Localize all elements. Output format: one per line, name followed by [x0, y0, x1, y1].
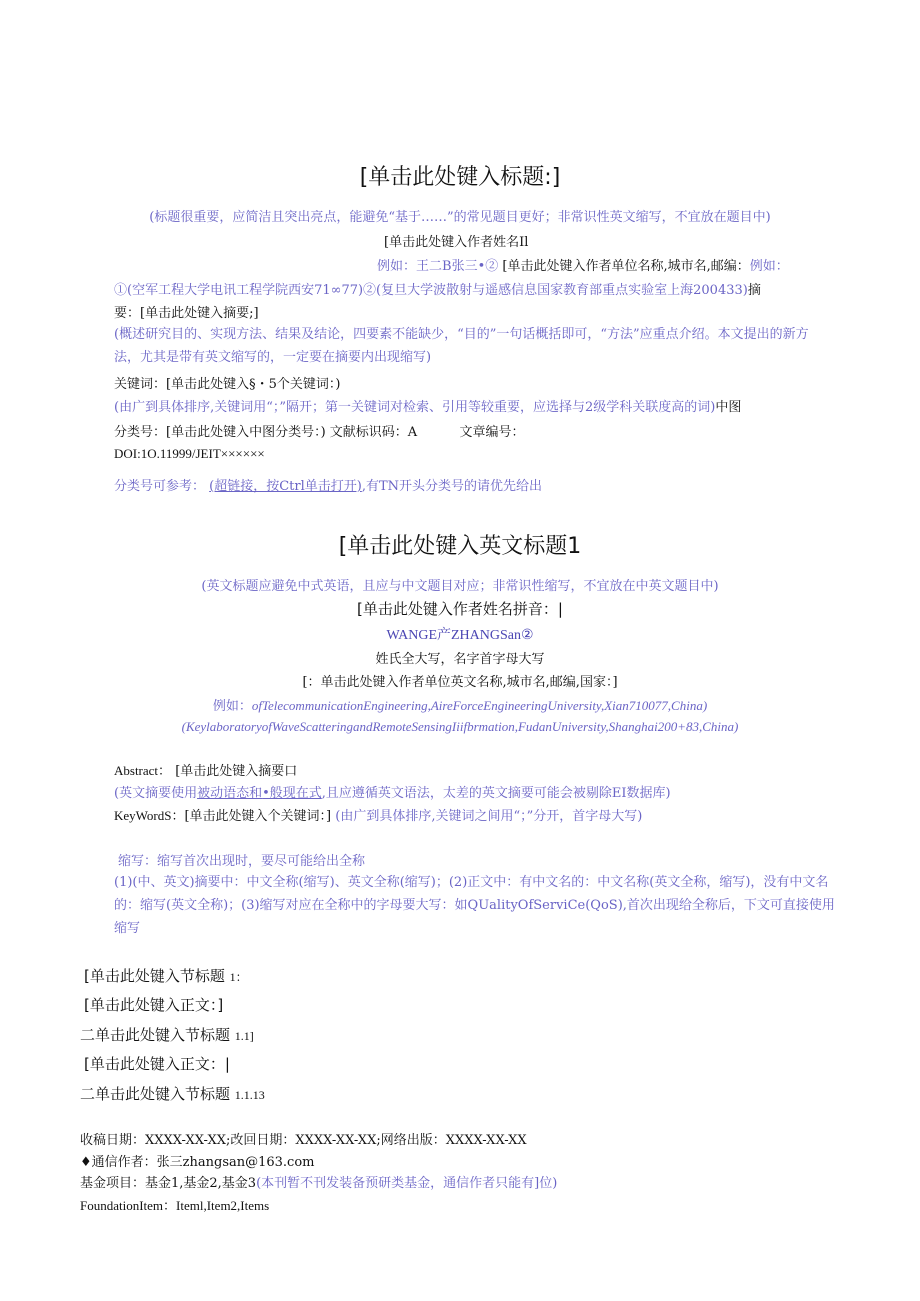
- keywords-cn[interactable]: 关键词：[单击此处键入§・5个关键词：): [114, 377, 341, 392]
- abstract-en-prompt[interactable]: [单击此处键入摘要口: [175, 764, 298, 779]
- section-heading-1-num: 1：: [229, 970, 248, 984]
- section-heading-2[interactable]: [80, 1024, 254, 1045]
- title-en[interactable]: [单击此处键入英文标题1: [338, 534, 582, 559]
- abstract-label-cn-part1: 摘: [747, 283, 761, 298]
- keywords-en-label: KeyWordS：: [114, 808, 185, 823]
- keywords-note-line: [114, 396, 741, 415]
- abstract-note-cn: (概述研究目的、实现方法、结果及结论，四要素不能缺少，“目的”一句话概括即可，“方法”应重点介绍。本文提出的新方法，尤其是带有英文缩写的，一定要在摘要内出现缩写): [114, 327, 809, 365]
- title-cn-note: (标题很重要，应简洁且突出亮点，能避免“基于……”的常见题目更好；非常识性英文缩写，不宜放在题目中): [149, 210, 771, 225]
- affiliation-example-1: ①(空军工程大学电讯工程学院西安71∞77)②(复旦大学波散射与遥感信息国家教育部重点实验室上海200433): [114, 283, 748, 298]
- section-heading-2-text: 二单击此处键入节标题: [80, 1026, 231, 1044]
- clc-ref-label: 分类号可参考：: [114, 479, 206, 494]
- body-text-prompt-1[interactable]: [84, 994, 223, 1015]
- body-text-prompt-2[interactable]: [84, 1053, 230, 1074]
- section-heading-1[interactable]: [84, 965, 248, 986]
- affiliation-en-example-line: [0, 695, 920, 714]
- abstract-en-note-link-2[interactable]: •般现在式: [262, 786, 322, 801]
- author-en-prompt[interactable]: [单击此处键入作者姓名拼音：|: [357, 600, 563, 618]
- abstract-cn-line: [114, 302, 259, 321]
- clc-ref-tail: ,有TN开头分类号的请优先给出: [361, 479, 543, 494]
- example-label-2: 例如：: [749, 259, 789, 274]
- abbr-title: 缩写：缩写首次出现时，要尽可能给出全称: [118, 854, 366, 869]
- fund-note: (本刊暂不刊发装备预研类基金，通信作者只能有]位): [256, 1176, 558, 1191]
- keywords-en-prompt[interactable]: [单击此处键入个关键词：]: [184, 809, 332, 824]
- fund-en: FoundationItem：Iteml,Item2,Items: [80, 1198, 270, 1213]
- body-text-prompt-2-text: [单击此处键入正文：|: [84, 1055, 230, 1073]
- abstract-en-line: [114, 760, 297, 779]
- abstract-prompt-cn[interactable]: [单击此处键入摘要;]: [140, 306, 259, 321]
- corresponding-author: ♦通信作者：张三zhangsan@163.com: [80, 1155, 315, 1170]
- affiliation-en-example-1: ofTelecommunicationEngineering,AireForceEngineeringUniversity,Xian710077,China): [251, 698, 708, 713]
- keywords-en-line: [114, 805, 642, 824]
- fund-label: 基金项目：基金1,基金2,基金3: [80, 1176, 257, 1191]
- example-line: [377, 255, 789, 274]
- abstract-en-note: [114, 782, 671, 801]
- clc-label-a: 中图: [715, 400, 742, 415]
- abstract-label-cn-part2: 要：: [114, 306, 141, 321]
- clc-ref-line: [114, 475, 542, 494]
- abbr-body: (1)(中、英文)摘要中：中文全称(缩写)、英文全称(缩写)；(2)正文中：有中文名的：中文名称(英文全称，缩写)，没有中文名的：缩写(英文全称)；(3)缩写对应在全称中的字母要大写：如QUalityOfServiCe(QoS),首次出现给全称后，下文可直接使用缩写: [114, 875, 835, 936]
- section-heading-1-text: [单击此处键入节标题: [84, 967, 225, 985]
- author-cn-prompt[interactable]: [单击此处键入作者姓名Il: [384, 235, 529, 250]
- fund-line: [80, 1172, 557, 1191]
- doi: DOI:1O.11999/JEIT××××××: [114, 446, 265, 461]
- clc-label-b[interactable]: 分类号：[单击此处键入中图分类号：): [114, 425, 326, 440]
- section-heading-3[interactable]: [80, 1083, 265, 1104]
- section-heading-3-text: 二单击此处键入节标题: [80, 1085, 231, 1103]
- abstract-en-note-link-1[interactable]: 被动语态和: [197, 786, 263, 801]
- abstract-en-note-a: (英文摘要使用: [114, 786, 198, 801]
- abstract-en-note-b: ,且应遵循英文语法，太差的英文摘要可能会被剔除EI数据库): [321, 786, 671, 801]
- author-en-rule: 姓氏全大写，名字首字母大写: [375, 652, 545, 667]
- article-no: 文章编号：: [459, 425, 525, 440]
- example-label: 例如：: [377, 259, 417, 274]
- keywords-en-note: (由广到具体排序,关键词之间用“；”分开，首字母大写): [335, 809, 643, 824]
- title-cn[interactable]: [单击此处键入标题:]: [359, 165, 561, 190]
- doc-code: 文献标识码：A: [329, 425, 418, 440]
- clc-ref-link[interactable]: (超链接，按Ctrl单击打开): [209, 479, 362, 494]
- affiliation-example-line: [114, 279, 761, 298]
- dates: 收稿日期：XXXX-XX-XX;改回日期：XXXX-XX-XX;网络出版：XXXX-XX-XX: [80, 1133, 527, 1148]
- affiliation-en-example-2: (KeylaboratoryofWaveScatteringandRemoteSensingIiifbrmation,FudanUniversity,Shanghai200+83,China): [181, 719, 739, 734]
- author-en-example: WANGE产ZHANGSan②: [386, 628, 534, 643]
- section-heading-2-num: 1.1]: [234, 1029, 254, 1043]
- example-names: 王二B张三•②: [416, 259, 499, 274]
- keywords-note-cn: (由广到具体排序,关键词用“；”隔开；第一关键词对检索、引用等较重要，应选择与2级学科关联度高的词): [114, 400, 716, 415]
- section-heading-3-num: 1.1.13: [234, 1088, 265, 1102]
- body-text-prompt-1-text: [单击此处键入正文：]: [84, 996, 224, 1014]
- title-en-note: (英文标题应避免中式英语，且应与中文题目对应；非常识性缩写，不宜放在中英文题目中): [201, 579, 719, 594]
- affiliation-prompt[interactable]: [单击此处键入作者单位名称,城市名,邮编：: [502, 259, 750, 274]
- affiliation-en-prompt[interactable]: [：单击此处键入作者单位英文名称,城市名,邮编,国家：]: [302, 675, 618, 690]
- abstract-en-label: Abstract：: [114, 763, 172, 778]
- affiliation-en-example-label: 例如：: [212, 699, 252, 714]
- clc-line: [114, 421, 524, 440]
